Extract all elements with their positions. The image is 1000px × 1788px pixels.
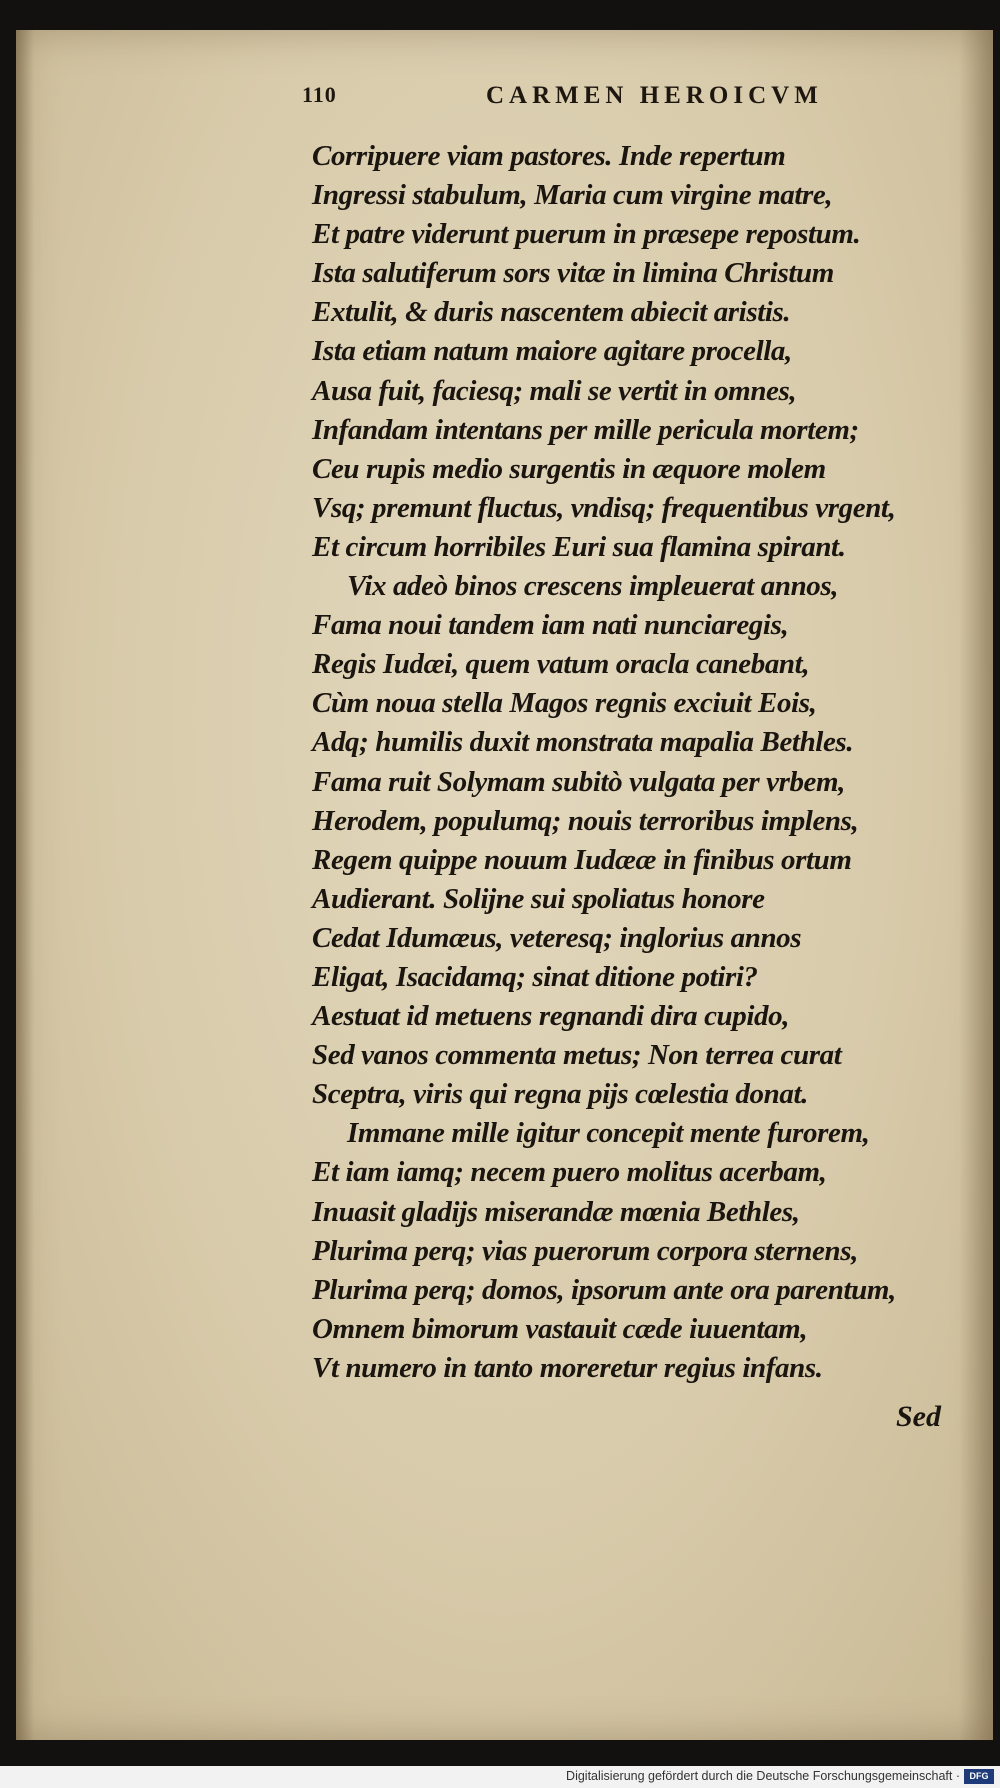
- verse-line: Fama ruit Solymam subitò vulgata per vrbem,: [312, 765, 846, 798]
- dfg-logo-icon: DFG: [964, 1769, 994, 1784]
- verse-line-paragraph-start: Vix adeò binos crescens impleuerat annos,: [347, 570, 839, 603]
- verse-line: Regis Iudæi, quem vatum oracla canebant,: [312, 648, 810, 681]
- catchword: Sed: [896, 1400, 941, 1433]
- verse-line: Audierant. Solijne sui spoliatus honore: [312, 882, 765, 915]
- verse-line: Omnem bimorum vastauit cæde iuuentam,: [312, 1312, 808, 1345]
- verse-line: Et circum horribiles Euri sua flamina spirant.: [312, 530, 846, 563]
- verse-line: Aestuat id metuens regnandi dira cupido,: [312, 1000, 790, 1033]
- verse-line-paragraph-start: Immane mille igitur concepit mente furorem,: [347, 1117, 870, 1150]
- verse-line: Cedat Idumæus, veteresq; inglorius annos: [312, 921, 802, 954]
- verse-line: Herodem, populumq; nouis terroribus implens,: [312, 804, 859, 837]
- verse-line: Infandam intentans per mille pericula mortem;: [312, 413, 859, 446]
- verse-line: Ingressi stabulum, Maria cum virgine matre,: [312, 179, 833, 212]
- verse-line: Ista etiam natum maiore agitare procella,: [312, 335, 792, 368]
- verse-line: Eligat, Isacidamq; sinat ditione potiri?: [312, 960, 758, 993]
- book-page: [16, 30, 993, 1740]
- verse-line: Plurima perq; domos, ipsorum ante ora parentum,: [312, 1273, 896, 1306]
- footer-bar: [0, 1766, 1000, 1788]
- verse-line: Ista salutiferum sors vitæ in limina Christum: [312, 257, 834, 290]
- verse-text: [312, 137, 952, 1388]
- verse-line: Vt numero in tanto moreretur regius infans.: [312, 1351, 823, 1384]
- verse-line: Plurima perq; vias puerorum corpora sternens,: [312, 1234, 858, 1267]
- page-edge-shadow-left: [16, 30, 34, 1740]
- verse-line: Extulit, & duris nascentem abiecit aristis.: [312, 296, 791, 329]
- verse-line: Inuasit gladijs miserandæ mœnia Bethles,: [312, 1195, 800, 1228]
- page-edge-shadow-right: [959, 30, 993, 1740]
- verse-line: Et iam iamq; necem puero molitus acerbam,: [312, 1156, 827, 1189]
- verse-line: Ausa fuit, faciesq; mali se vertit in omnes,: [312, 374, 797, 407]
- verse-line: Regem quippe nouum Iudææ in finibus ortum: [312, 843, 852, 876]
- verse-line: Corripuere viam pastores. Inde repertum: [312, 140, 786, 172]
- page-header: [16, 82, 993, 122]
- verse-line: Ceu rupis medio surgentis in æquore molem: [312, 452, 826, 485]
- verse-line: Vsq; premunt fluctus, vndisq; frequentibus vrgent,: [312, 491, 896, 524]
- verse-line: Sed vanos commenta metus; Non terrea curat: [312, 1039, 842, 1072]
- running-head: CARMEN HEROICVM: [486, 82, 823, 109]
- page-number: 110: [302, 82, 337, 107]
- funding-credit: Digitalisierung gefördert durch die Deutsche Forschungsgemeinschaft ·: [566, 1769, 960, 1783]
- verse-line: Adq; humilis duxit monstrata mapalia Bethles.: [312, 726, 854, 759]
- verse-line: Et patre viderunt puerum in præsepe repostum.: [312, 218, 861, 251]
- verse-line: Fama noui tandem iam nati nunciaregis,: [312, 609, 789, 642]
- verse-line: Cùm noua stella Magos regnis exciuit Eois,: [312, 687, 817, 720]
- verse-line: Sceptra, viris qui regna pijs cœlestia donat.: [312, 1078, 808, 1111]
